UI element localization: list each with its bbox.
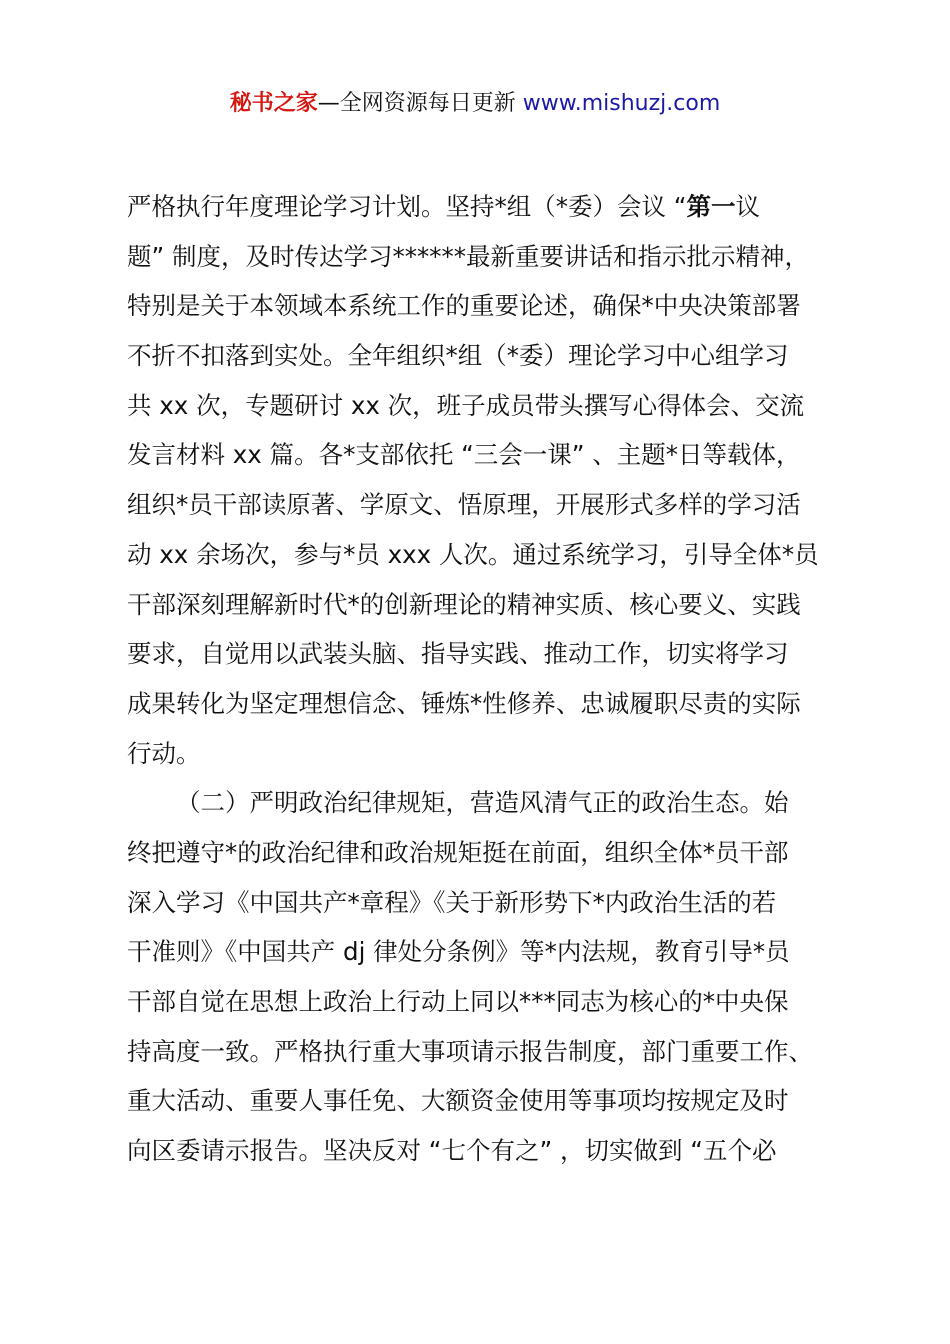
text-line: 行动。: [127, 738, 201, 768]
document-header: [0, 86, 950, 122]
text-line: 严格执行年度理论学习计划。坚持*组（*委）会议 “第一议: [127, 192, 760, 221]
text-line: 干准则》《中国共产 dj 律处分条例》等*内法规，教育引导*员: [127, 937, 790, 967]
text-line: 干部深刻理解新时代*的创新理论的精神实质、核心要义、实践: [127, 589, 801, 619]
paragraph-start-line: （二）严明政治纪律规矩，营造风清气正的政治生态。始: [176, 788, 789, 818]
text-line: 终把遵守*的政治纪律和政治规矩挺在前面，组织全体*员干部: [127, 837, 789, 867]
text-line: 题” 制度，及时传达学习******最新重要讲话和指示批示精神，: [127, 241, 809, 271]
bold-text: 第一: [686, 192, 736, 221]
text-line: 重大活动、重要人事任免、大额资金使用等事项均按规定及时: [127, 1086, 789, 1116]
text-line: 干部自觉在思想上政治上行动上同以***同志为核心的*中央保: [127, 987, 789, 1016]
brand-name: 秘书之家: [229, 91, 318, 116]
text-line: 特别是关于本领域本系统工作的重要论述，确保*中央决策部署: [127, 291, 801, 321]
document-body: [127, 182, 837, 1176]
text-line: 要求，自觉用以武装头脑、指导实践、推动工作，切实将学习: [127, 639, 789, 669]
text-line: 不折不扣落到实处。全年组织*组（*委）理论学习中心组学习: [127, 341, 789, 371]
text-line: 发言材料 xx 篇。各*支部依托 “三会一课” 、主题*日等载体，: [127, 440, 801, 470]
text-line: 组织*员干部读原著、学原文、悟原理，开展形式多样的学习活: [127, 490, 801, 520]
text-line: 持高度一致。严格执行重大事项请示报告制度，部门重要工作、: [127, 1036, 813, 1066]
text-line: 成果转化为坚定理想信念、锤炼*性修养、忠诚履职尽责的实际: [127, 688, 801, 718]
text-line: 共 xx 次，专题研讨 xx 次，班子成员带头撰写心得体会、交流: [127, 390, 805, 420]
website-url: www.mishuzj.com: [522, 91, 721, 116]
text-line: 动 xx 余场次，参与*员 xxx 人次。通过系统学习，引导全体*员: [127, 539, 819, 569]
header-tagline: —全网资源每日更新: [317, 91, 523, 116]
text-line: 深入学习《中国共产*章程》《关于新形势下*内政治生活的若: [127, 887, 777, 917]
text-line: 向区委请示报告。坚决反对 “七个有之” ，切实做到 “五个必: [127, 1136, 777, 1166]
